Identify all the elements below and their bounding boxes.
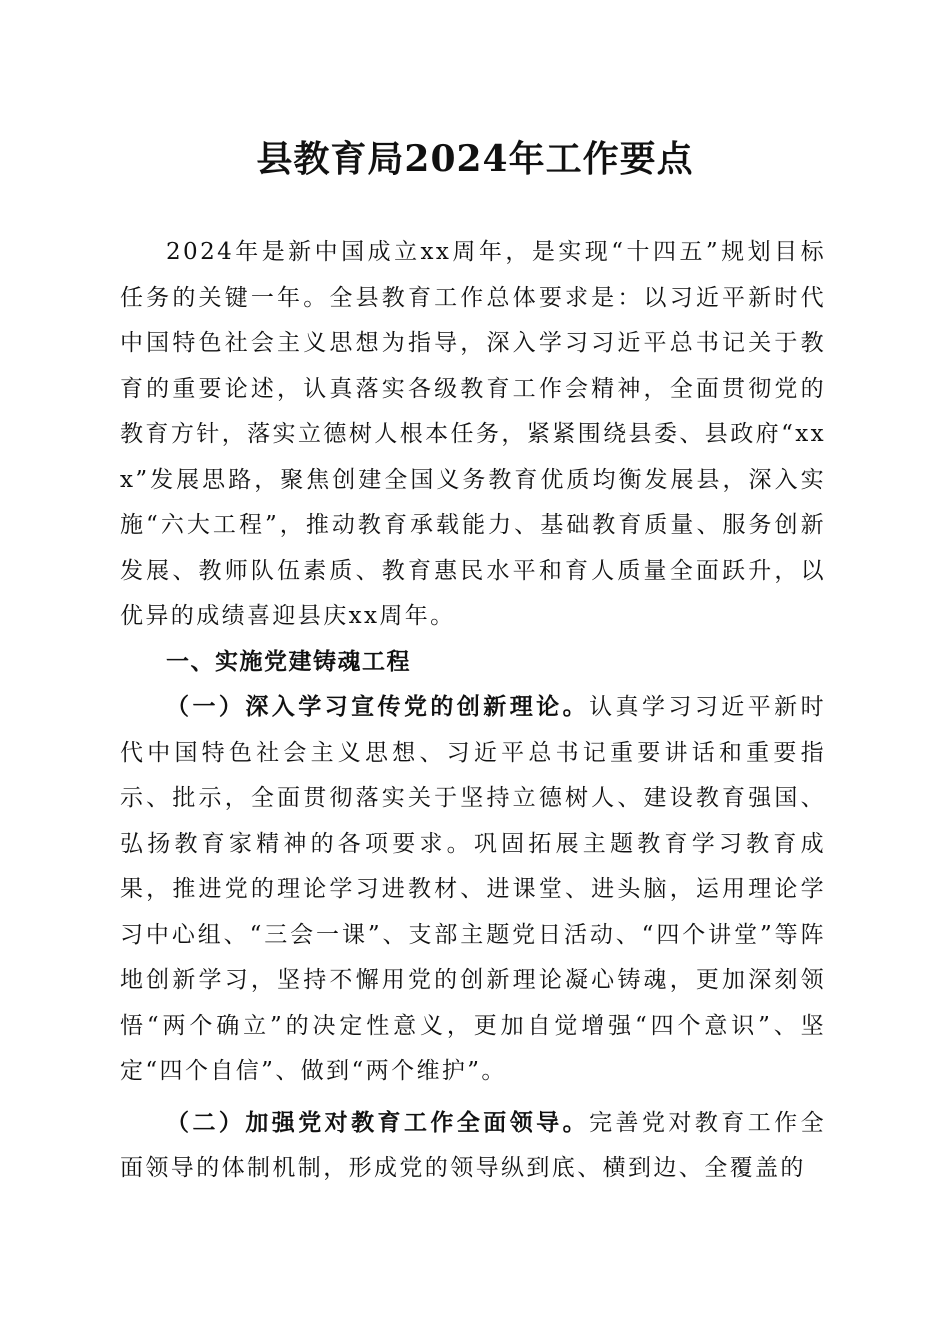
- document-title: 县教育局2024年工作要点: [256, 138, 694, 180]
- item-lead: （二）加强党对教育工作全面领导。: [166, 1109, 590, 1136]
- section-item-paragraph: [120, 1101, 826, 1192]
- document-body: [120, 230, 826, 1192]
- section-heading: 一、实施党建铸魂工程: [166, 648, 411, 675]
- section-item-paragraph: [120, 685, 826, 1095]
- intro-paragraph: 2024年是新中国成立xx周年，是实现“十四五”规划目标任务的关键一年。全县教育工作总体要求是：以习近平新时代中国特色社会主义思想为指导，深入学习习近平总书记关于教育的重要论述，认真落实各级教育工作会精神，全面贯彻党的教育方针，落实立德树人根本任务，紧紧围绕县委、县政府“xxx”发展思路，聚焦创建全国义务教育优质均衡发展县，深入实施“六大工程”，推动教育承载能力、基础教育质量、服务创新发展、教师队伍素质、教育惠民水平和育人质量全面跃升，以优异的成绩喜迎县庆xx周年。: [120, 239, 826, 629]
- item-lead: （一）深入学习宣传党的创新理论。: [166, 694, 590, 720]
- item-text: 完善党对教育工作全面领导的体制机制，形成党的领导纵到底、横到边、全覆盖的: [120, 1109, 826, 1181]
- item-text: 认真学习习近平新时代中国特色社会主义思想、习近平总书记重要讲话和重要指示、批示，全面贯彻落实关于坚持立德树人、建设教育强国、弘扬教育家精神的各项要求。巩固拓展主题教育学习教育成果，推进党的理论学习进教材、进课堂、进头脑，运用理论学习中心组、“三会一课”、支部主题党日活动、“四个讲堂”等阵地创新学习，坚持不懈用党的创新理论凝心铸魂，更加深刻领悟“两个确立”的决定性意义，更加自觉增强“四个意识”、坚定“四个自信”、做到“两个维护”。: [120, 694, 826, 1084]
